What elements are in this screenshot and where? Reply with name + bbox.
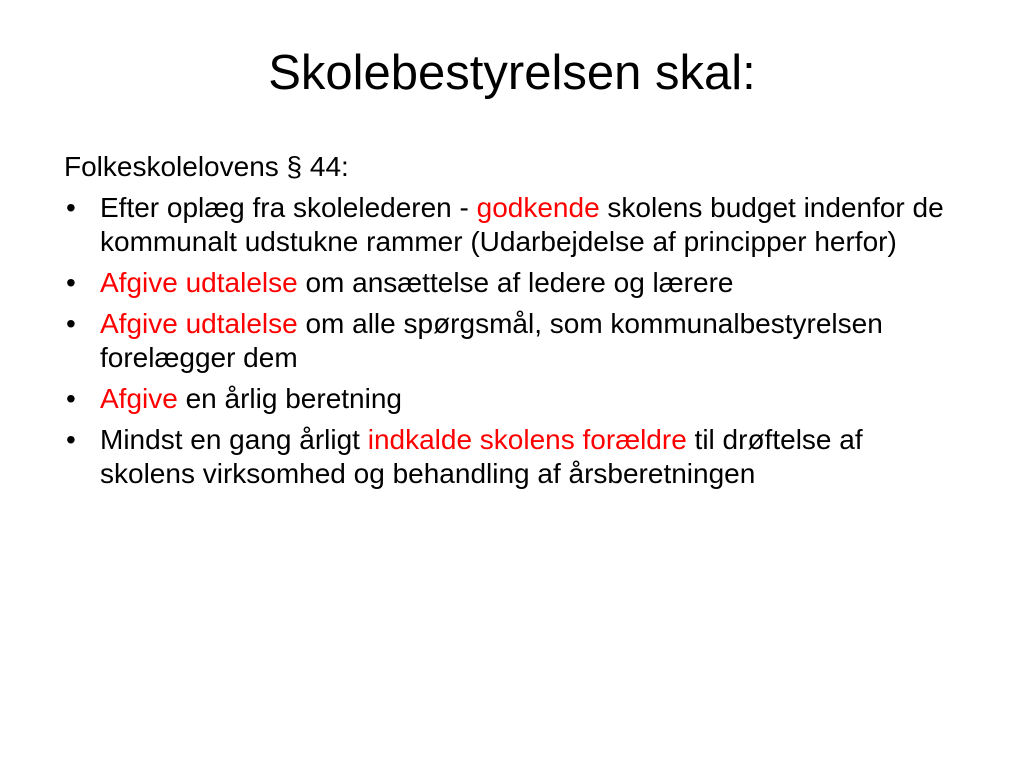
highlighted-text: indkalde skolens forældre (367, 424, 687, 455)
bullet-text: om ansættelse af ledere og lærere (297, 267, 734, 298)
bullet-text: Mindst en gang årligt (100, 424, 368, 455)
bullet-dot-icon: • (66, 383, 76, 414)
bullet-item (64, 382, 964, 416)
bullet-dot-icon: • (66, 424, 76, 455)
bullet-text: en årlig beretning (177, 383, 402, 414)
slide-body (64, 150, 964, 498)
bullet-dot-icon: • (66, 192, 76, 223)
highlighted-text: Afgive udtalelse (100, 308, 298, 339)
highlighted-text: Afgive (100, 383, 178, 414)
highlighted-text: Afgive udtalelse (100, 267, 298, 298)
bullet-item (64, 266, 964, 300)
slide-title: Skolebestyrelsen skal: (268, 46, 756, 100)
bullet-text: til drøftelse af skolens virksomhed og behandling af årsberetningen (100, 424, 863, 489)
highlighted-text: godkende (476, 192, 600, 223)
intro-text: Folkeskolelovens § 44: (64, 151, 349, 182)
bullet-dot-icon: • (66, 267, 76, 298)
bullet-item (64, 423, 964, 491)
bullet-text: om alle spørgsmål, som kommunalbestyrelsen forelægger dem (100, 308, 883, 373)
bullet-item (64, 191, 964, 259)
bullet-list (64, 191, 964, 491)
bullet-text: skolens budget indenfor de kommunalt udstukne rammer (Udarbejdelse af principper herfor) (100, 192, 944, 257)
bullet-dot-icon: • (66, 308, 76, 339)
bullet-text: Efter oplæg fra skolelederen - (100, 192, 477, 223)
bullet-item (64, 307, 964, 375)
